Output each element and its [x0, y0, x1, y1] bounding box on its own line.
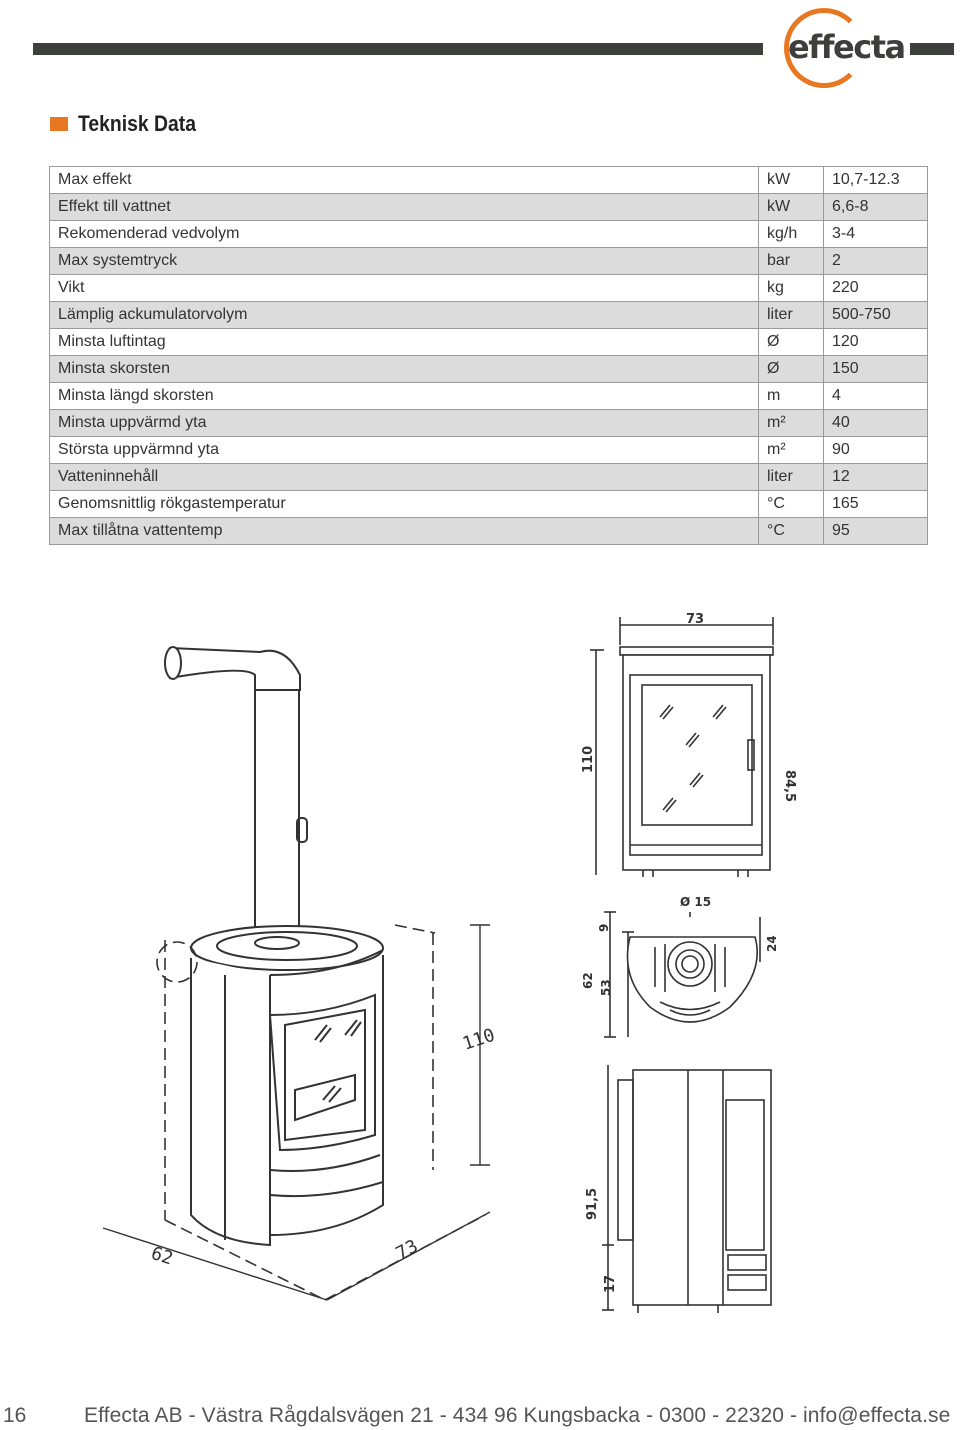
front-dim-width: 73	[686, 612, 705, 627]
spec-row	[50, 302, 928, 329]
spec-table	[49, 166, 928, 545]
spec-label: Största uppvärmnd yta	[50, 437, 759, 464]
spec-value: 4	[824, 383, 928, 410]
spec-label: Minsta uppvärmd yta	[50, 410, 759, 437]
stove-front-view	[568, 605, 798, 885]
spec-unit: m²	[759, 410, 824, 437]
spec-row	[50, 329, 928, 356]
spec-value: 2	[824, 248, 928, 275]
section-heading	[50, 110, 212, 138]
iso-dim-width: 73	[392, 1235, 422, 1265]
stove-side-view	[578, 1055, 788, 1320]
spec-row	[50, 194, 928, 221]
top-dim-53: 53	[599, 979, 613, 996]
top-dim-24: 24	[765, 935, 779, 952]
spec-label: Lämplig ackumulatorvolym	[50, 302, 759, 329]
spec-unit: °C	[759, 491, 824, 518]
spec-row	[50, 518, 928, 545]
spec-row	[50, 275, 928, 302]
spec-value: 165	[824, 491, 928, 518]
stove-top-view	[580, 892, 800, 1052]
front-dim-height: 110	[581, 745, 596, 773]
side-dim-17: 17	[603, 1274, 618, 1293]
spec-label: Genomsnittlig rökgastemperatur	[50, 491, 759, 518]
spec-label: Max effekt	[50, 167, 759, 194]
side-dim-91: 91,5	[585, 1187, 600, 1220]
header-bar-right	[910, 43, 954, 55]
spec-value: 10,7-12.3	[824, 167, 928, 194]
spec-value: 220	[824, 275, 928, 302]
spec-label: Effekt till vattnet	[50, 194, 759, 221]
spec-unit: Ø	[759, 356, 824, 383]
effecta-logo	[778, 4, 908, 96]
spec-unit: liter	[759, 464, 824, 491]
spec-row	[50, 167, 928, 194]
spec-unit: m²	[759, 437, 824, 464]
spec-value: 120	[824, 329, 928, 356]
spec-value: 500-750	[824, 302, 928, 329]
spec-unit: Ø	[759, 329, 824, 356]
spec-unit: °C	[759, 518, 824, 545]
spec-unit: kg	[759, 275, 824, 302]
spec-unit: m	[759, 383, 824, 410]
spec-row	[50, 491, 928, 518]
iso-dim-height: 110	[460, 1024, 498, 1055]
spec-label: Minsta skorsten	[50, 356, 759, 383]
top-dim-62: 62	[581, 972, 595, 989]
top-dim-9: 9	[597, 923, 611, 932]
spec-value: 90	[824, 437, 928, 464]
spec-label: Max systemtryck	[50, 248, 759, 275]
spec-unit: kW	[759, 194, 824, 221]
section-title: Teknisk Data	[78, 111, 197, 136]
spec-value: 40	[824, 410, 928, 437]
spec-row	[50, 437, 928, 464]
spec-unit: bar	[759, 248, 824, 275]
top-dim-flue: Ø 15	[680, 895, 712, 909]
spec-unit: kW	[759, 167, 824, 194]
spec-row	[50, 221, 928, 248]
spec-row	[50, 464, 928, 491]
spec-label: Max tillåtna vattentemp	[50, 518, 759, 545]
page-number: 16	[3, 1404, 27, 1427]
logo-text: effecta	[788, 28, 905, 66]
spec-row	[50, 410, 928, 437]
spec-unit: liter	[759, 302, 824, 329]
stove-isometric-drawing	[95, 630, 515, 1310]
header-bar	[33, 43, 763, 55]
iso-dim-depth: 62	[148, 1242, 176, 1270]
spec-row	[50, 248, 928, 275]
spec-label: Rekomenderad vedvolym	[50, 221, 759, 248]
heading-square-icon	[50, 117, 68, 131]
spec-label: Vikt	[50, 275, 759, 302]
spec-unit: kg/h	[759, 221, 824, 248]
spec-value: 3-4	[824, 221, 928, 248]
footer-address: Effecta AB - Västra Rågdalsvägen 21 - 434 96 Kungsbacka - 0300 - 22320 - info@effecta.se	[84, 1404, 951, 1427]
spec-label: Minsta längd skorsten	[50, 383, 759, 410]
front-dim-partial: 84,5	[782, 770, 797, 803]
spec-value: 6,6-8	[824, 194, 928, 221]
spec-value: 95	[824, 518, 928, 545]
spec-label: Minsta luftintag	[50, 329, 759, 356]
spec-value: 150	[824, 356, 928, 383]
spec-label: Vatteninnehåll	[50, 464, 759, 491]
spec-value: 12	[824, 464, 928, 491]
spec-row	[50, 383, 928, 410]
spec-row	[50, 356, 928, 383]
